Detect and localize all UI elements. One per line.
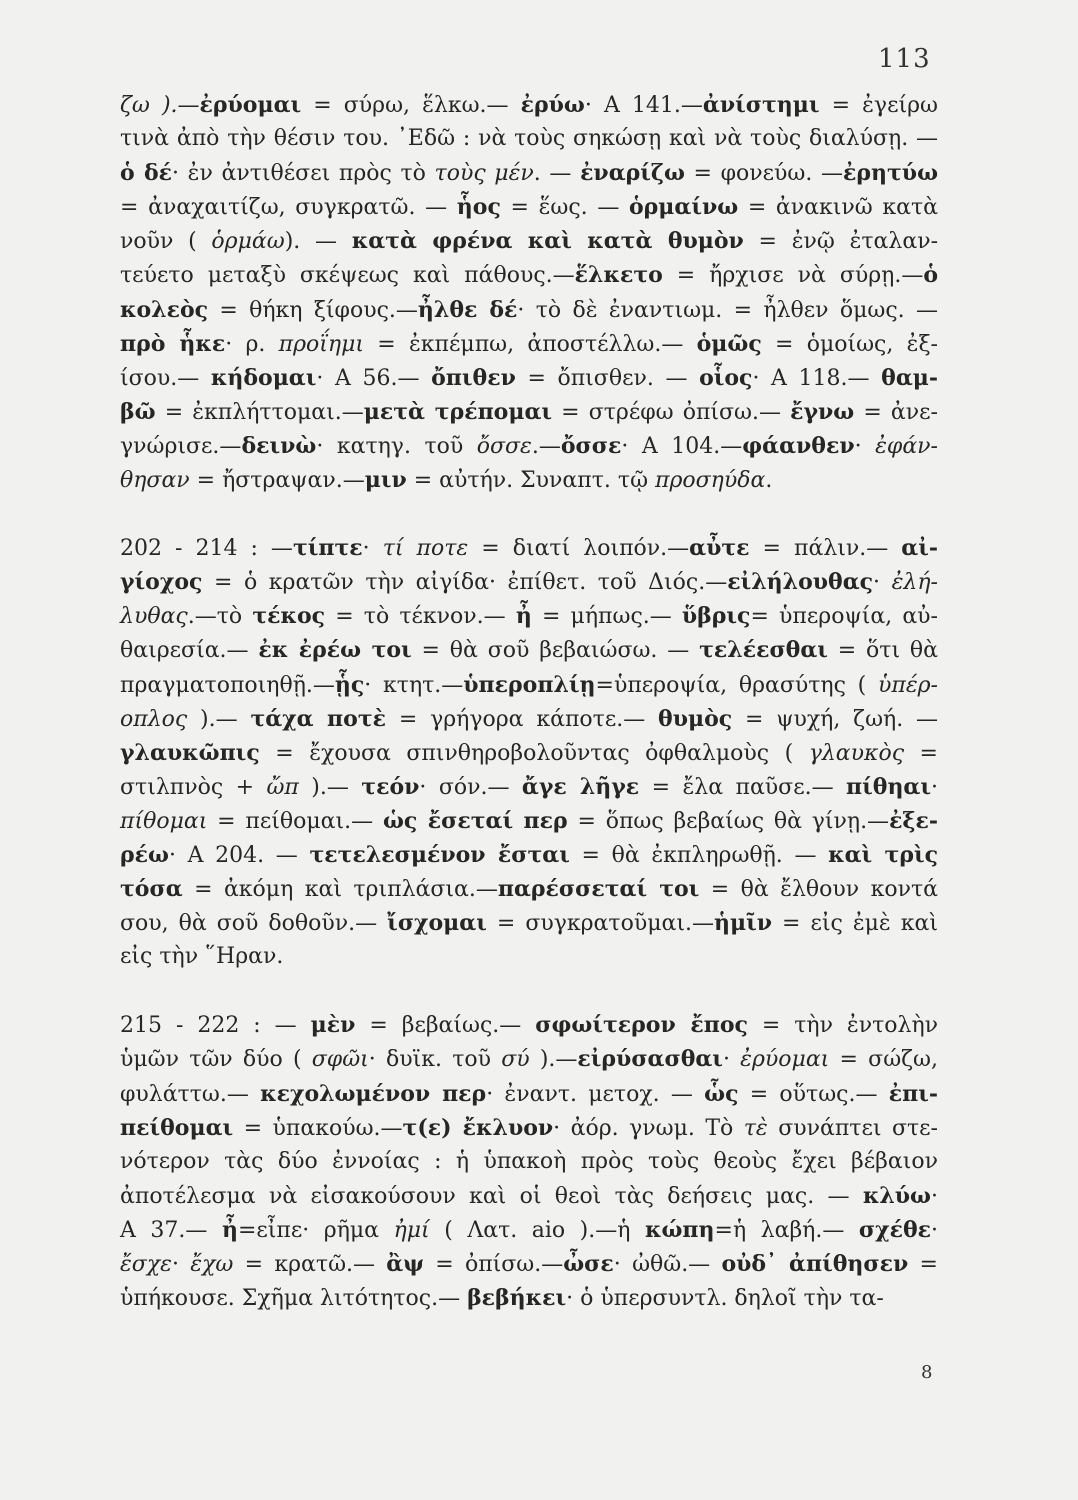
text-run: ἀποτέλεσμα νὰ εἰσακούσουν καὶ οἱ θεοὶ τὰς δεήσεις μας. — [120, 1183, 863, 1209]
text-line [120, 1213, 938, 1247]
text-run: · κτητ.— [364, 672, 464, 698]
headword: πρὸ ἧκε [120, 330, 226, 357]
headword: κολεὸς [120, 296, 209, 323]
headword: αὖτε [689, 535, 750, 562]
italic-text: ὤπ [266, 774, 299, 800]
text-run: · κατηγ. τοῦ [316, 433, 477, 459]
headword: ἦ [515, 603, 532, 630]
text-run: ὑμῶν τῶν δύο ( [120, 1047, 312, 1073]
text-run: θαιρεσία.— [120, 638, 259, 664]
text-run: τεύετο μεταξὺ σκέψεως καὶ πάθους.— [120, 263, 575, 289]
text-run: = ἤστραψαν.— [189, 468, 365, 494]
headword: ἐναρίζω [580, 160, 685, 187]
headword: ὄπιθεν [431, 364, 516, 391]
text-run: · ἐναντ. μετοχ. — [486, 1081, 705, 1107]
text-run: = μήπως.— [531, 604, 682, 630]
text-run: = ἀνακινῶ κατὰ [738, 195, 938, 221]
headword: ἕλκετο [574, 262, 663, 289]
text-line [120, 463, 938, 497]
headword: κώπη [644, 1216, 715, 1243]
text-run: = ὑπακούω.— [233, 1115, 403, 1141]
headword: ὁμῶς [696, 330, 762, 357]
text-run: = φονεύω. — [684, 161, 843, 187]
headword: βῶ [120, 398, 156, 425]
text-run: · [171, 1252, 191, 1277]
text-run: = ὁ κρατῶν τὴν αἰγίδα· ἐπίθετ. τοῦ Διός.— [202, 570, 728, 596]
text-run: = ἐκπέμπω, ἀποστέλλω.— [364, 331, 697, 357]
headword: τ(ε) ἔκλυον [402, 1114, 554, 1141]
headword: αἰ- [901, 535, 938, 562]
headword: δεινὼ [241, 432, 317, 459]
headword: θαμ- [881, 364, 938, 391]
headword: τετελεσμένον ἔσται [309, 841, 570, 868]
text-run: = συγκρατοῦμαι.— [486, 911, 714, 937]
headword: ἐκ ἐρέω τοι [258, 637, 412, 664]
text-line [120, 224, 938, 258]
text-run: 202 - 214 : — [120, 536, 293, 562]
headword: ἧος [456, 194, 501, 221]
headword: παρέσσεταί τοι [497, 876, 700, 903]
body-text [120, 88, 938, 1315]
italic-text: ἐλή- [891, 570, 938, 596]
headword: ἦ [221, 1216, 238, 1243]
headword: ἐπι- [888, 1080, 938, 1107]
text-line [120, 736, 938, 770]
text-run: · [931, 1217, 938, 1243]
text-line [120, 1281, 938, 1315]
text-run: = ἐκπλήττομαι.— [155, 399, 364, 425]
italic-text: σύ [501, 1047, 530, 1073]
headword: τέκος [252, 603, 326, 630]
text-run: φυλάττω.— [120, 1081, 261, 1107]
headword: ἀνίστημι [702, 92, 820, 118]
text-run: · δυϊκ. τοῦ [368, 1047, 502, 1073]
text-line [120, 702, 938, 736]
text-run: = αὐτήν. Συναπτ. τῷ [406, 468, 656, 494]
text-line [120, 906, 938, 940]
text-run: = ἐγείρω [819, 93, 938, 118]
headword: ὕβρις [681, 603, 751, 630]
text-run: = ὅπως βεβαίως θὰ γίνῃ.— [567, 808, 890, 834]
text-run: ).— [298, 774, 362, 800]
text-run: · σόν.— [419, 774, 522, 800]
italic-text: ὁρμάω [211, 229, 285, 255]
text-run: ).— [529, 1047, 578, 1073]
headword: οἷος [699, 364, 753, 391]
text-run: · [931, 774, 939, 800]
headword: ὡς ἔσεταί περ [382, 807, 568, 834]
text-run: ίσου.— [120, 365, 211, 391]
text-run: = θὰ ἔλθουν κοντά [699, 877, 939, 903]
text-run: 215 - 222 : — [120, 1013, 311, 1039]
text-run: · [362, 536, 383, 562]
text-run: · ὁ ὑπερσυντλ. δηλοῖ τὴν τα- [566, 1286, 884, 1312]
text-run: = ὄπισθεν. — [515, 365, 700, 391]
text-line [120, 1077, 938, 1111]
text-run: · ἐν ἀντιθέσει πρὸς τὸ [172, 161, 435, 187]
text-run: = ἐνῷ ἐταλαν- [743, 229, 939, 255]
italic-text: τί ποτε [382, 536, 469, 562]
headword: ᾗς [334, 671, 365, 698]
italic-text: ἐφάν- [875, 433, 938, 459]
italic-text: λυθας [120, 604, 188, 630]
text-line [120, 633, 938, 667]
italic-text: ἔσχε [120, 1252, 172, 1277]
headword: ἐξε- [889, 807, 938, 834]
text-run: = θὰ ἐκπληρωθῇ. — [569, 842, 829, 868]
headword: τάχα ποτὲ [250, 705, 387, 732]
text-line [120, 1247, 938, 1281]
text-run: = [908, 1252, 938, 1277]
text-run: σου, θὰ σοῦ δοθοῦν.— [120, 911, 388, 937]
text-line [120, 327, 938, 361]
italic-text: τὲ [743, 1115, 768, 1141]
headword: βεβήκει [467, 1285, 567, 1312]
headword: ἐρητύω [843, 160, 939, 187]
text-line [120, 361, 938, 395]
text-line [120, 804, 938, 838]
text-run: = γρήγορα κάποτε.— [386, 706, 659, 732]
headword: γλαυκῶπις [120, 739, 260, 766]
text-run: = θήκη ξίφους.— [208, 297, 418, 323]
text-line [120, 1111, 938, 1145]
italic-text: σφῶι [311, 1047, 369, 1073]
headword: ἔγνω [790, 398, 855, 425]
text-line [120, 156, 938, 190]
text-run: = ἀκόμη καὶ τριπλάσια.— [182, 877, 498, 903]
headword: κεχολωμένον περ [260, 1080, 487, 1107]
text-run: ).— [187, 706, 251, 732]
text-line [120, 429, 938, 463]
text-run: = ἔχουσα σπινθηροβολοῦντας ὀφθαλμοὺς ( [259, 740, 809, 766]
italic-text: πίθομαι [120, 808, 208, 834]
headword: γίοχος [120, 569, 203, 596]
text-run: = πείθομαι.— [207, 808, 383, 834]
text-run: = [904, 740, 938, 766]
italic-text: προσηύδα [655, 468, 766, 494]
headword: πίθηαι [846, 773, 932, 800]
headword: ἐρύομαι [199, 92, 302, 118]
text-line [120, 122, 938, 156]
text-run: = στρέφω ὀπίσω.— [552, 399, 791, 425]
headword: ἴσχομαι [387, 910, 487, 937]
headword: τόσα [120, 876, 183, 903]
text-run: = εἰς ἐμὲ καὶ [772, 911, 938, 937]
italic-text: προΐημι [278, 331, 365, 357]
headword: σχέθε [858, 1216, 931, 1243]
headword: κήδομαι [210, 364, 317, 391]
italic-text: ἠμί [393, 1217, 430, 1243]
text-run: · [931, 1183, 938, 1209]
headword: κατὰ φρένα καὶ κατὰ θυμὸν [351, 228, 744, 255]
headword: μιν [364, 467, 407, 494]
headword: μὲν [310, 1012, 356, 1039]
headword: τεόν [361, 773, 420, 800]
text-run: = τὴν ἐντολὴν [747, 1013, 939, 1039]
text-run: = σώζω, [829, 1047, 938, 1073]
text-line [120, 258, 938, 292]
text-line [120, 293, 938, 327]
text-line [120, 1008, 938, 1042]
text-run: = διατί λοιπόν.— [468, 536, 690, 562]
text-line [120, 88, 938, 122]
text-run: = ἕως. — [500, 195, 629, 221]
headword: ὑπεροπλίῃ [463, 671, 596, 698]
text-line [120, 190, 938, 224]
text-run: ( Λατ. aio ).—ἡ [429, 1217, 645, 1243]
text-run: = ἤρχισε νὰ σύρῃ.— [662, 263, 924, 289]
paragraph [120, 1008, 938, 1315]
text-run: . [765, 468, 773, 494]
text-line [120, 565, 938, 599]
text-run: = ἔλα παῦσε.— [639, 774, 847, 800]
headword: ὧς [704, 1080, 739, 1107]
text-run: .— [531, 433, 561, 459]
signature-mark: 8 [921, 1362, 933, 1383]
text-run: = θὰ σοῦ βεβαιώσω. — [411, 638, 700, 664]
headword: καὶ τρὶς [828, 841, 939, 868]
text-run: =ὑπεροψία, θρασύτης ( [595, 672, 878, 698]
text-line [120, 940, 938, 974]
headword: ὁ [923, 262, 939, 289]
headword: εἰλήλουθας [727, 569, 874, 596]
text-run: · ὠθῶ.— [613, 1252, 722, 1277]
text-run: = ἀναχαιτίζω, συγκρατῶ. — [120, 195, 457, 221]
headword: σφωίτερον ἔπος [535, 1012, 748, 1039]
text-run: =εἶπε· ρῆμα [237, 1217, 394, 1243]
text-run: = ὑπεροψία, αὐ- [750, 604, 938, 630]
text-line [120, 1179, 938, 1213]
text-run: = ψυχή, ζωή. — [732, 706, 939, 732]
headword: ἡμῖν [713, 910, 772, 937]
text-run: · Α 204. — [168, 842, 310, 868]
text-run: =ἡ λαβή.— [714, 1217, 859, 1243]
italic-text: τοὺς μέν [434, 161, 534, 187]
text-run: · Α 118.— [752, 365, 882, 391]
text-run: · ἀόρ. γνωμ. Τὸ [553, 1115, 744, 1141]
italic-text: ἐρύομαι [740, 1047, 830, 1073]
headword: ὁρμαίνω [628, 194, 739, 221]
headword: ἄγε λῆγε [521, 773, 640, 800]
text-run: · [873, 570, 892, 596]
text-run: = ὀπίσω.— [423, 1252, 564, 1277]
text-run: · τὸ δὲ ἐναντιωμ. = ἦλθεν ὅμως. — [517, 297, 938, 323]
headword: ἐρύω [520, 92, 585, 118]
headword: τίπτε [292, 535, 363, 562]
text-run: ὑπήκουσε. Σχῆμα λιτότητος.— [120, 1286, 468, 1312]
italic-text: ὑπέρ- [877, 672, 938, 698]
headword: ὁ δέ [120, 160, 173, 187]
paragraph [120, 531, 938, 974]
text-run: · ρ. [225, 331, 279, 357]
headword: ρέω [120, 841, 169, 868]
headword: μετὰ τρέπομαι [363, 398, 553, 425]
italic-text: ζω ).— [120, 93, 200, 118]
text-line [120, 1145, 938, 1179]
text-run: = κρατῶ.— [233, 1252, 387, 1277]
headword: θυμὸς [658, 705, 733, 732]
text-line [120, 770, 938, 804]
page-number: 113 [878, 44, 931, 74]
headword: ὄσσε [560, 432, 622, 459]
text-run: συνάπτει στε- [767, 1115, 938, 1141]
text-run: · Α 104.— [621, 433, 743, 459]
text-run: · Α 141.— [584, 93, 703, 118]
text-run: τινὰ ἀπὸ τὴν θέσιν του. ᾿Εδῶ : νὰ τοὺς σηκώσῃ καὶ νὰ τοὺς διαλύσῃ. — [120, 126, 938, 152]
text-run: στιλπνὸς + [120, 774, 267, 800]
text-run: = τὸ τέκνον.— [325, 604, 516, 630]
italic-text: ὄσσε [476, 433, 532, 459]
text-run: = σύρω, ἕλκω.— [301, 93, 521, 118]
text-line [120, 395, 938, 429]
text-run: γνώρισε.— [120, 433, 242, 459]
text-run: ). — [284, 229, 352, 255]
text-run: Α 37.— [120, 1217, 222, 1243]
text-run: νότερον τὰς δύο ἐννοίας : ἡ ὑπακοὴ πρὸς τοὺς θεοὺς ἔχει βέβαιον [120, 1148, 938, 1174]
headword: πείθομαι [120, 1114, 234, 1141]
text-run: = ὅτι θὰ [827, 638, 938, 664]
text-run: = ἀνε- [854, 399, 938, 425]
text-run: · [854, 433, 876, 459]
text-line [120, 531, 938, 565]
headword: τελέεσθαι [699, 637, 828, 664]
text-run: . — [533, 161, 581, 187]
text-run: νοῦν ( [120, 229, 212, 255]
text-line [120, 1042, 938, 1076]
paragraph [120, 88, 938, 497]
text-run: εἰς τὴν ῞Ηραν. [120, 944, 284, 970]
text-line [120, 838, 938, 872]
italic-text: θησαν [120, 468, 190, 494]
italic-text: ἔχω [190, 1252, 234, 1277]
text-line [120, 599, 938, 633]
headword: φάανθεν [742, 432, 855, 459]
text-line [120, 872, 938, 906]
text-run: · Α 56.— [316, 365, 432, 391]
text-run: = οὕτως.— [738, 1081, 889, 1107]
text-run: = βεβαίως.— [355, 1013, 536, 1039]
text-run: = ὁμοίως, ἐξ- [761, 331, 938, 357]
headword: ὦσε [563, 1251, 614, 1277]
headword: ἂψ [386, 1251, 424, 1277]
text-line [120, 668, 938, 702]
text-run: πραγματοποιηθῇ.— [120, 672, 335, 698]
headword: εἰρύσασθαι [577, 1046, 723, 1073]
text-run: .—τὸ [187, 604, 253, 630]
italic-text: οπλος [120, 706, 188, 732]
headword: ἦλθε δέ [417, 296, 518, 323]
italic-text: γλαυκὸς [808, 740, 905, 766]
headword: οὐδ᾿ ἀπίθησεν [721, 1251, 909, 1277]
text-run: · [722, 1047, 741, 1073]
headword: κλύω [862, 1182, 931, 1209]
text-run: = πάλιν.— [749, 536, 902, 562]
